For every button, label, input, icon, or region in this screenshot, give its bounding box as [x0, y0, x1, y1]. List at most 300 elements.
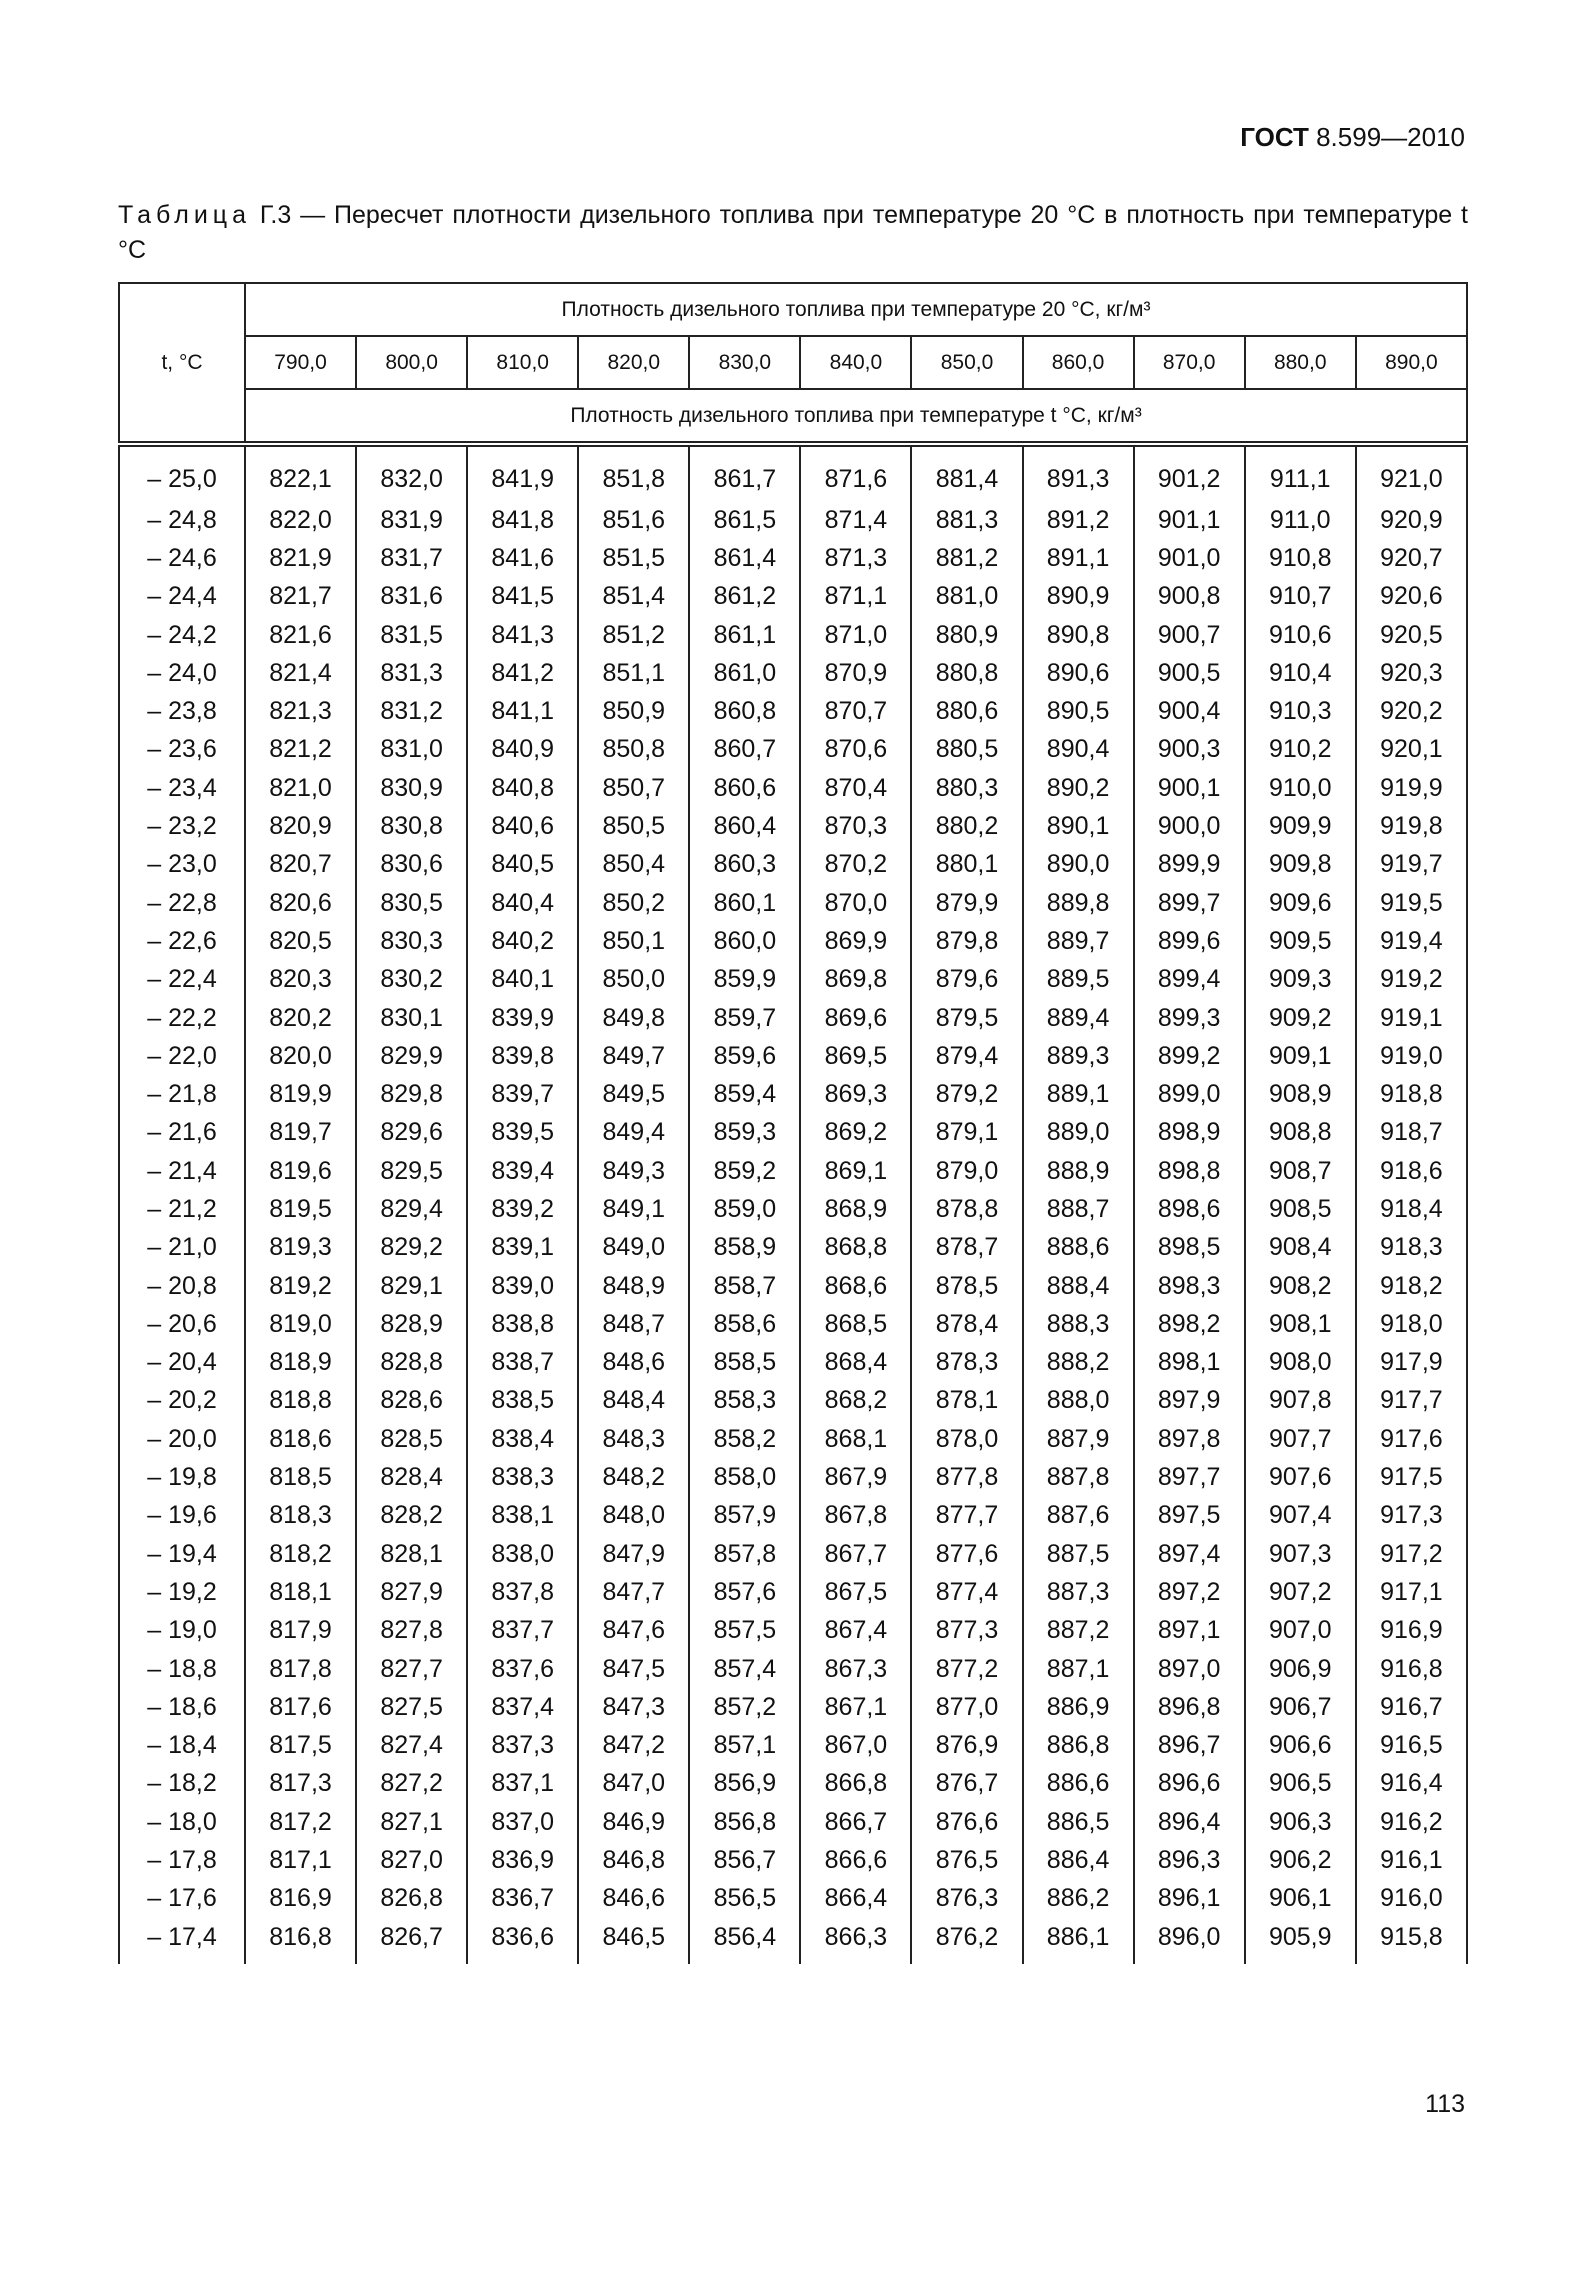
- table-row: [119, 884, 1467, 922]
- density-cell: 859,6: [689, 1037, 800, 1075]
- density-cell: 880,1: [911, 846, 1022, 884]
- density-cell: 849,7: [578, 1037, 689, 1075]
- density-cell: 890,2: [1023, 769, 1134, 807]
- density-cell: 900,0: [1134, 807, 1245, 845]
- density-cell: 831,9: [356, 501, 467, 539]
- density-cell: 819,5: [245, 1190, 356, 1228]
- density-cell: 891,1: [1023, 539, 1134, 577]
- temperature-cell: – 21,4: [119, 1152, 245, 1190]
- density-cell: 881,0: [911, 578, 1022, 616]
- temperature-cell: – 24,4: [119, 578, 245, 616]
- density-cell: 889,8: [1023, 884, 1134, 922]
- density-cell: 905,9: [1245, 1918, 1356, 1964]
- density-cell: 859,9: [689, 961, 800, 999]
- density-cell: 878,5: [911, 1267, 1022, 1305]
- density-cell: 876,2: [911, 1918, 1022, 1964]
- density-cell: 908,1: [1245, 1305, 1356, 1343]
- density-cell: 837,1: [467, 1765, 578, 1803]
- table-row: [119, 1114, 1467, 1152]
- density-cell: 907,6: [1245, 1458, 1356, 1496]
- density-cell: 846,5: [578, 1918, 689, 1964]
- density-cell: 917,9: [1356, 1344, 1467, 1382]
- temperature-cell: – 18,6: [119, 1688, 245, 1726]
- density-cell: 898,3: [1134, 1267, 1245, 1305]
- density-cell: 877,6: [911, 1535, 1022, 1573]
- density-cell: 838,7: [467, 1344, 578, 1382]
- density-cell: 847,3: [578, 1688, 689, 1726]
- density-cell: 908,9: [1245, 1075, 1356, 1113]
- density-cell: 846,6: [578, 1880, 689, 1918]
- density-cell: 817,1: [245, 1841, 356, 1879]
- density-cell: 840,1: [467, 961, 578, 999]
- density-cell: 821,6: [245, 616, 356, 654]
- density-cell: 818,9: [245, 1344, 356, 1382]
- density-cell: 857,2: [689, 1688, 800, 1726]
- density-cell: 877,3: [911, 1612, 1022, 1650]
- density-cell: 859,7: [689, 999, 800, 1037]
- table-row: [119, 1765, 1467, 1803]
- density-cell: 869,6: [800, 999, 911, 1037]
- density-cell: 877,0: [911, 1688, 1022, 1726]
- table-row: [119, 1688, 1467, 1726]
- density-cell: 887,8: [1023, 1458, 1134, 1496]
- density-cell: 818,8: [245, 1382, 356, 1420]
- density-cell: 898,6: [1134, 1190, 1245, 1228]
- density-cell: 887,6: [1023, 1497, 1134, 1535]
- table-row: [119, 654, 1467, 692]
- density-cell: 827,9: [356, 1573, 467, 1611]
- density-column-header: 800,0: [356, 336, 467, 389]
- table-row: [119, 1152, 1467, 1190]
- density-cell: 827,2: [356, 1765, 467, 1803]
- density-cell: 871,1: [800, 578, 911, 616]
- density-cell: 870,9: [800, 654, 911, 692]
- density-cell: 841,1: [467, 692, 578, 730]
- density-cell: 859,3: [689, 1114, 800, 1152]
- table-row: [119, 539, 1467, 577]
- density-cell: 897,5: [1134, 1497, 1245, 1535]
- density-cell: 888,4: [1023, 1267, 1134, 1305]
- density-cell: 818,2: [245, 1535, 356, 1573]
- density-cell: 819,0: [245, 1305, 356, 1343]
- density-cell: 896,8: [1134, 1688, 1245, 1726]
- density-cell: 880,5: [911, 731, 1022, 769]
- density-cell: 838,4: [467, 1420, 578, 1458]
- density-cell: 899,7: [1134, 884, 1245, 922]
- temperature-cell: – 20,6: [119, 1305, 245, 1343]
- density-cell: 841,8: [467, 501, 578, 539]
- density-cell: 880,2: [911, 807, 1022, 845]
- density-cell: 818,6: [245, 1420, 356, 1458]
- density-cell: 909,2: [1245, 999, 1356, 1037]
- density-cell: 857,8: [689, 1535, 800, 1573]
- density-cell: 860,7: [689, 731, 800, 769]
- density-cell: 897,9: [1134, 1382, 1245, 1420]
- density-cell: 847,2: [578, 1727, 689, 1765]
- density-cell: 899,3: [1134, 999, 1245, 1037]
- density-cell: 898,9: [1134, 1114, 1245, 1152]
- density-cell: 920,7: [1356, 539, 1467, 577]
- table-row: [119, 1650, 1467, 1688]
- density-cell: 888,9: [1023, 1152, 1134, 1190]
- density-cell: 881,2: [911, 539, 1022, 577]
- density-cell: 879,0: [911, 1152, 1022, 1190]
- density-cell: 851,5: [578, 539, 689, 577]
- density-cell: 907,0: [1245, 1612, 1356, 1650]
- density-cell: 876,6: [911, 1803, 1022, 1841]
- density-cell: 830,3: [356, 922, 467, 960]
- density-cell: 837,0: [467, 1803, 578, 1841]
- density-cell: 898,8: [1134, 1152, 1245, 1190]
- density-cell: 826,8: [356, 1880, 467, 1918]
- density-cell: 878,1: [911, 1382, 1022, 1420]
- top-header: Плотность дизельного топлива при температуре 20 °С, кг/м³: [245, 283, 1467, 336]
- density-cell: 906,2: [1245, 1841, 1356, 1879]
- density-cell: 880,8: [911, 654, 1022, 692]
- density-cell: 826,7: [356, 1918, 467, 1964]
- density-cell: 886,5: [1023, 1803, 1134, 1841]
- density-cell: 856,7: [689, 1841, 800, 1879]
- density-cell: 856,4: [689, 1918, 800, 1964]
- density-cell: 900,7: [1134, 616, 1245, 654]
- density-cell: 918,4: [1356, 1190, 1467, 1228]
- density-cell: 849,3: [578, 1152, 689, 1190]
- density-cell: 869,1: [800, 1152, 911, 1190]
- density-cell: 898,2: [1134, 1305, 1245, 1343]
- table-row: [119, 1918, 1467, 1964]
- density-columns-row: [119, 336, 1467, 389]
- density-cell: 850,7: [578, 769, 689, 807]
- table-row: [119, 1075, 1467, 1113]
- temperature-cell: – 18,0: [119, 1803, 245, 1841]
- density-cell: 917,5: [1356, 1458, 1467, 1496]
- density-cell: 879,6: [911, 961, 1022, 999]
- temperature-cell: – 22,0: [119, 1037, 245, 1075]
- density-cell: 887,3: [1023, 1573, 1134, 1611]
- table-row: [119, 1573, 1467, 1611]
- density-cell: 838,5: [467, 1382, 578, 1420]
- temperature-cell: – 19,4: [119, 1535, 245, 1573]
- density-cell: 837,7: [467, 1612, 578, 1650]
- density-cell: 838,1: [467, 1497, 578, 1535]
- density-column-header: 850,0: [911, 336, 1022, 389]
- density-column-header: 810,0: [467, 336, 578, 389]
- density-cell: 910,2: [1245, 731, 1356, 769]
- density-cell: 911,0: [1245, 501, 1356, 539]
- density-cell: 847,0: [578, 1765, 689, 1803]
- density-cell: 817,9: [245, 1612, 356, 1650]
- density-cell: 909,5: [1245, 922, 1356, 960]
- density-cell: 890,0: [1023, 846, 1134, 884]
- density-cell: 887,9: [1023, 1420, 1134, 1458]
- table-row: [119, 961, 1467, 999]
- density-cell: 860,0: [689, 922, 800, 960]
- density-cell: 920,5: [1356, 616, 1467, 654]
- density-cell: 890,6: [1023, 654, 1134, 692]
- density-cell: 920,6: [1356, 578, 1467, 616]
- density-cell: 817,8: [245, 1650, 356, 1688]
- density-cell: 908,4: [1245, 1229, 1356, 1267]
- density-cell: 858,7: [689, 1267, 800, 1305]
- density-cell: 840,6: [467, 807, 578, 845]
- table-row: [119, 1267, 1467, 1305]
- density-cell: 861,1: [689, 616, 800, 654]
- density-cell: 831,3: [356, 654, 467, 692]
- density-cell: 871,3: [800, 539, 911, 577]
- density-cell: 868,1: [800, 1420, 911, 1458]
- density-cell: 861,4: [689, 539, 800, 577]
- density-cell: 900,4: [1134, 692, 1245, 730]
- density-cell: 850,1: [578, 922, 689, 960]
- density-cell: 847,5: [578, 1650, 689, 1688]
- density-cell: 917,6: [1356, 1420, 1467, 1458]
- density-cell: 837,6: [467, 1650, 578, 1688]
- density-cell: 870,3: [800, 807, 911, 845]
- density-cell: 878,7: [911, 1229, 1022, 1267]
- density-cell: 829,4: [356, 1190, 467, 1228]
- density-cell: 919,8: [1356, 807, 1467, 845]
- density-cell: 908,7: [1245, 1152, 1356, 1190]
- density-cell: 849,8: [578, 999, 689, 1037]
- density-cell: 907,4: [1245, 1497, 1356, 1535]
- standard-prefix: ГОСТ: [1240, 122, 1309, 152]
- density-cell: 879,4: [911, 1037, 1022, 1075]
- density-cell: 839,7: [467, 1075, 578, 1113]
- density-cell: 841,6: [467, 539, 578, 577]
- temperature-cell: – 20,0: [119, 1420, 245, 1458]
- density-cell: 896,6: [1134, 1765, 1245, 1803]
- density-column-header: 870,0: [1134, 336, 1245, 389]
- density-cell: 831,0: [356, 731, 467, 769]
- density-cell: 829,1: [356, 1267, 467, 1305]
- density-cell: 827,7: [356, 1650, 467, 1688]
- density-cell: 839,5: [467, 1114, 578, 1152]
- density-cell: 920,3: [1356, 654, 1467, 692]
- density-cell: 859,2: [689, 1152, 800, 1190]
- density-cell: 831,6: [356, 578, 467, 616]
- density-cell: 838,0: [467, 1535, 578, 1573]
- density-cell: 820,0: [245, 1037, 356, 1075]
- density-cell: 909,1: [1245, 1037, 1356, 1075]
- standard-designation: [1240, 122, 1465, 153]
- density-cell: 860,4: [689, 807, 800, 845]
- density-cell: 859,0: [689, 1190, 800, 1228]
- density-cell: 850,8: [578, 731, 689, 769]
- density-cell: 827,4: [356, 1727, 467, 1765]
- density-cell: 851,1: [578, 654, 689, 692]
- density-cell: 899,0: [1134, 1075, 1245, 1113]
- density-cell: 828,5: [356, 1420, 467, 1458]
- density-cell: 867,5: [800, 1573, 911, 1611]
- density-cell: 848,3: [578, 1420, 689, 1458]
- density-cell: 817,2: [245, 1803, 356, 1841]
- density-cell: 888,2: [1023, 1344, 1134, 1382]
- density-cell: 870,4: [800, 769, 911, 807]
- density-cell: 861,7: [689, 444, 800, 501]
- density-cell: 869,3: [800, 1075, 911, 1113]
- density-cell: 901,0: [1134, 539, 1245, 577]
- density-cell: 919,1: [1356, 999, 1467, 1037]
- temperature-cell: – 23,2: [119, 807, 245, 845]
- density-cell: 856,9: [689, 1765, 800, 1803]
- density-cell: 878,4: [911, 1305, 1022, 1343]
- density-cell: 917,1: [1356, 1573, 1467, 1611]
- density-cell: 830,2: [356, 961, 467, 999]
- sub-header: Плотность дизельного топлива при температуре t °С, кг/м³: [245, 389, 1467, 444]
- density-cell: 870,0: [800, 884, 911, 922]
- density-cell: 830,9: [356, 769, 467, 807]
- density-column-header: 860,0: [1023, 336, 1134, 389]
- density-cell: 839,9: [467, 999, 578, 1037]
- density-cell: 847,7: [578, 1573, 689, 1611]
- density-cell: 820,7: [245, 846, 356, 884]
- density-cell: 909,3: [1245, 961, 1356, 999]
- density-cell: 906,9: [1245, 1650, 1356, 1688]
- density-cell: 818,5: [245, 1458, 356, 1496]
- density-cell: 820,6: [245, 884, 356, 922]
- density-cell: 859,4: [689, 1075, 800, 1113]
- density-cell: 827,1: [356, 1803, 467, 1841]
- density-cell: 900,1: [1134, 769, 1245, 807]
- density-cell: 900,8: [1134, 578, 1245, 616]
- density-cell: 900,3: [1134, 731, 1245, 769]
- table-body: [119, 444, 1467, 1964]
- density-cell: 920,2: [1356, 692, 1467, 730]
- temperature-cell: – 21,8: [119, 1075, 245, 1113]
- density-cell: 858,6: [689, 1305, 800, 1343]
- density-cell: 886,1: [1023, 1918, 1134, 1964]
- table-row: [119, 1305, 1467, 1343]
- density-cell: 830,1: [356, 999, 467, 1037]
- density-cell: 878,0: [911, 1420, 1022, 1458]
- density-cell: 869,9: [800, 922, 911, 960]
- density-column-header: 840,0: [800, 336, 911, 389]
- density-cell: 917,7: [1356, 1382, 1467, 1420]
- density-cell: 890,8: [1023, 616, 1134, 654]
- table-row: [119, 999, 1467, 1037]
- density-cell: 817,6: [245, 1688, 356, 1726]
- density-cell: 829,8: [356, 1075, 467, 1113]
- density-cell: 866,8: [800, 1765, 911, 1803]
- density-cell: 851,6: [578, 501, 689, 539]
- density-cell: 817,3: [245, 1765, 356, 1803]
- density-cell: 898,5: [1134, 1229, 1245, 1267]
- density-cell: 816,8: [245, 1918, 356, 1964]
- density-cell: 831,7: [356, 539, 467, 577]
- density-cell: 866,7: [800, 1803, 911, 1841]
- density-cell: 876,9: [911, 1727, 1022, 1765]
- density-column-header: 830,0: [689, 336, 800, 389]
- table-row: [119, 1037, 1467, 1075]
- density-cell: 886,6: [1023, 1765, 1134, 1803]
- density-cell: 839,1: [467, 1229, 578, 1267]
- t-column-header: t, °С: [119, 283, 245, 444]
- density-cell: 857,4: [689, 1650, 800, 1688]
- density-cell: 858,2: [689, 1420, 800, 1458]
- temperature-cell: – 18,2: [119, 1765, 245, 1803]
- density-cell: 899,6: [1134, 922, 1245, 960]
- temperature-cell: – 19,0: [119, 1612, 245, 1650]
- density-cell: 866,4: [800, 1880, 911, 1918]
- density-cell: 916,4: [1356, 1765, 1467, 1803]
- temperature-cell: – 23,6: [119, 731, 245, 769]
- density-cell: 840,4: [467, 884, 578, 922]
- density-cell: 819,2: [245, 1267, 356, 1305]
- table-row: [119, 807, 1467, 845]
- density-cell: 869,5: [800, 1037, 911, 1075]
- density-cell: 876,7: [911, 1765, 1022, 1803]
- density-cell: 881,4: [911, 444, 1022, 501]
- table-header: [119, 283, 1467, 444]
- density-cell: 849,4: [578, 1114, 689, 1152]
- density-cell: 877,7: [911, 1497, 1022, 1535]
- density-cell: 910,7: [1245, 578, 1356, 616]
- density-cell: 816,9: [245, 1880, 356, 1918]
- temperature-cell: – 22,6: [119, 922, 245, 960]
- temperature-cell: – 23,0: [119, 846, 245, 884]
- density-cell: 868,6: [800, 1267, 911, 1305]
- density-cell: 837,3: [467, 1727, 578, 1765]
- table-row: [119, 1458, 1467, 1496]
- density-cell: 860,3: [689, 846, 800, 884]
- caption-text: Г.3 — Пересчет плотности дизельного топлива при температуре 20 °С в плотность при температуре t °С: [118, 201, 1468, 264]
- table-row: [119, 1344, 1467, 1382]
- density-cell: 821,2: [245, 731, 356, 769]
- density-cell: 840,5: [467, 846, 578, 884]
- density-cell: 848,7: [578, 1305, 689, 1343]
- density-cell: 891,3: [1023, 444, 1134, 501]
- density-cell: 907,8: [1245, 1382, 1356, 1420]
- density-cell: 848,6: [578, 1344, 689, 1382]
- density-cell: 896,0: [1134, 1918, 1245, 1964]
- density-cell: 876,3: [911, 1880, 1022, 1918]
- density-cell: 868,2: [800, 1382, 911, 1420]
- density-cell: 856,5: [689, 1880, 800, 1918]
- table-row: [119, 769, 1467, 807]
- density-cell: 821,9: [245, 539, 356, 577]
- table-row: [119, 1497, 1467, 1535]
- density-cell: 910,4: [1245, 654, 1356, 692]
- density-cell: 920,1: [1356, 731, 1467, 769]
- density-cell: 879,5: [911, 999, 1022, 1037]
- density-cell: 877,4: [911, 1573, 1022, 1611]
- table-row: [119, 578, 1467, 616]
- density-cell: 866,3: [800, 1918, 911, 1964]
- density-cell: 829,5: [356, 1152, 467, 1190]
- density-cell: 841,5: [467, 578, 578, 616]
- density-cell: 909,9: [1245, 807, 1356, 845]
- density-cell: 848,0: [578, 1497, 689, 1535]
- density-cell: 890,1: [1023, 807, 1134, 845]
- density-cell: 908,0: [1245, 1344, 1356, 1382]
- temperature-cell: – 18,4: [119, 1727, 245, 1765]
- density-cell: 897,8: [1134, 1420, 1245, 1458]
- density-cell: 908,2: [1245, 1267, 1356, 1305]
- density-cell: 857,1: [689, 1727, 800, 1765]
- density-cell: 840,2: [467, 922, 578, 960]
- density-cell: 867,1: [800, 1688, 911, 1726]
- density-cell: 871,4: [800, 501, 911, 539]
- density-cell: 918,8: [1356, 1075, 1467, 1113]
- density-cell: 850,0: [578, 961, 689, 999]
- density-cell: 867,3: [800, 1650, 911, 1688]
- density-cell: 861,0: [689, 654, 800, 692]
- density-cell: 841,3: [467, 616, 578, 654]
- density-cell: 916,8: [1356, 1650, 1467, 1688]
- density-cell: 919,0: [1356, 1037, 1467, 1075]
- density-cell: 850,2: [578, 884, 689, 922]
- temperature-cell: – 24,0: [119, 654, 245, 692]
